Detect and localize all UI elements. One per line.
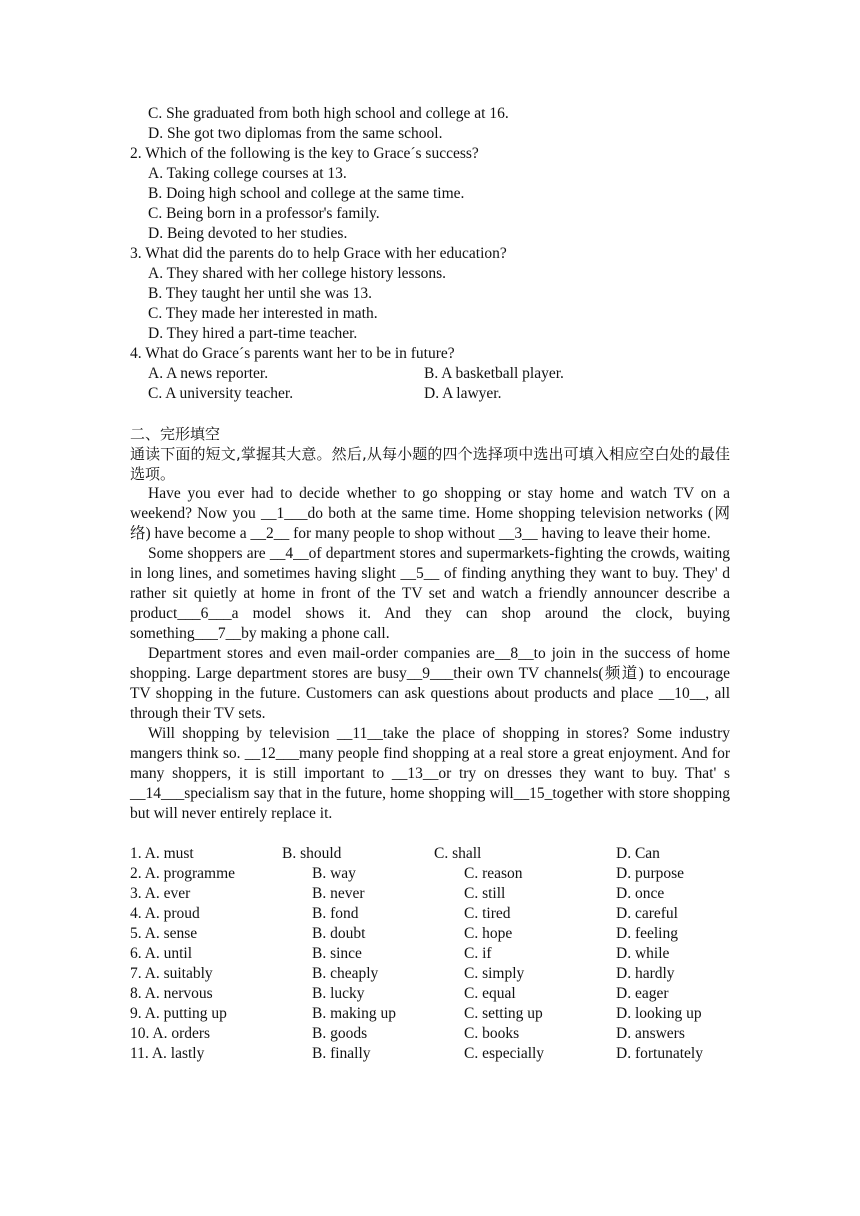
q2-option-a: A. Taking college courses at 13. [148, 165, 347, 182]
q4-question: 4. What do Grace´s parents want her to be in future? [130, 345, 455, 362]
cloze-option-c: C. simply [464, 965, 525, 982]
cloze-option-b: B. goods [312, 1025, 368, 1042]
q2-question: 2. Which of the following is the key to Grace´s success? [130, 145, 479, 162]
cloze-option-d: D. fortunately [616, 1045, 703, 1062]
q1-option-d: D. She got two diplomas from the same school. [148, 125, 443, 142]
q3-option-c: C. They made her interested in math. [148, 305, 378, 322]
cloze-option-b: B. should [282, 845, 342, 862]
cloze-option-c: C. tired [464, 905, 511, 922]
cloze-option-b: B. never [312, 885, 365, 902]
cloze-option-a: 11. A. lastly [130, 1045, 205, 1062]
cloze-option-d: D. careful [616, 905, 678, 922]
q3-option-d: D. They hired a part-time teacher. [148, 325, 358, 342]
cloze-option-a: 5. A. sense [130, 925, 198, 942]
cloze-option-row [130, 964, 730, 984]
cloze-option-b: B. finally [312, 1045, 371, 1062]
cloze-option-d: D. purpose [616, 865, 685, 882]
q4-option-d: D. A lawyer. [424, 385, 502, 402]
cloze-option-d: D. while [616, 945, 670, 962]
cloze-option-b: B. lucky [312, 985, 365, 1002]
q3-question: 3. What did the parents do to help Grace with her education? [130, 245, 507, 262]
cloze-option-a: 1. A. must [130, 845, 194, 862]
cloze-option-a: 9. A. putting up [130, 1005, 227, 1022]
cloze-options-table [130, 844, 730, 1064]
cloze-option-row [130, 944, 730, 964]
cloze-option-a: 10. A. orders [130, 1025, 211, 1042]
cloze-option-c: C. reason [464, 865, 523, 882]
cloze-option-b: B. fond [312, 905, 359, 922]
cloze-option-c: C. books [464, 1025, 520, 1042]
q4-options-row-1 [130, 364, 730, 384]
cloze-option-b: B. way [312, 865, 356, 882]
cloze-option-row [130, 1044, 730, 1064]
cloze-option-c: C. if [464, 945, 492, 962]
cloze-option-row [130, 984, 730, 1004]
passage-paragraph-4: Will shopping by television __11__take the place of shopping in stores? Some industry mangers think so. __12___many people find shopping at a real store a great enjoyment. And for many shoppers, it is still important to __13__or try on dresses they want to buy. That' s __14___specialism say that in the future, home shopping will__15_together with store shopping but will never entirely replace it. [130, 725, 730, 822]
cloze-option-d: D. answers [616, 1025, 685, 1042]
cloze-option-a: 4. A. proud [130, 905, 200, 922]
section-instruction: 通读下面的短文,掌握其大意。然后,从每小题的四个选择项中选出可填入相应空白处的最佳选项。 [130, 445, 730, 483]
cloze-option-d: D. looking up [616, 1005, 702, 1022]
document-page [130, 104, 730, 1064]
cloze-option-c: C. still [464, 885, 506, 902]
cloze-option-c: C. equal [464, 985, 516, 1002]
cloze-option-row [130, 1004, 730, 1024]
cloze-option-b: B. cheaply [312, 965, 379, 982]
q1-option-c: C. She graduated from both high school and college at 16. [148, 105, 509, 122]
cloze-option-b: B. since [312, 945, 362, 962]
cloze-option-c: C. shall [434, 845, 482, 862]
q3-option-b: B. They taught her until she was 13. [148, 285, 373, 302]
passage-paragraph-2: Some shoppers are __4__of department stores and supermarkets-fighting the crowds, waiting in long lines, and sometimes having slight __5__ of finding anything they want to buy. They' d rather sit quietly at home in front of the TV set and watch a friendly announcer describe a product___6___a model shows it. And they can shop around the clock, buying something___7__by making a phone call. [130, 545, 730, 642]
cloze-option-row [130, 884, 730, 904]
q4-option-a: A. A news reporter. [148, 365, 269, 382]
cloze-option-c: C. especially [464, 1045, 545, 1062]
cloze-option-a: 6. A. until [130, 945, 193, 962]
cloze-option-a: 7. A. suitably [130, 965, 213, 982]
cloze-option-a: 2. A. programme [130, 865, 236, 882]
cloze-option-d: D. hardly [616, 965, 675, 982]
cloze-option-a: 3. A. ever [130, 885, 191, 902]
cloze-option-row [130, 904, 730, 924]
passage-paragraph-1: Have you ever had to decide whether to go shopping or stay home and watch TV on a weekend? Now you __1___do both at the same time. Home shopping television networks (网络) have become a __2__ for many people to shop without __3__ having to leave their home. [130, 485, 730, 542]
cloze-option-c: C. hope [464, 925, 513, 942]
cloze-option-d: D. once [616, 885, 665, 902]
cloze-option-b: B. making up [312, 1005, 396, 1022]
passage-paragraph-3: Department stores and even mail-order companies are__8__to join in the success of home shopping. Large department stores are busy__9___their own TV channels(频道) to encourage TV shopping in the future. Customers can ask questions about products and place __10__, all through their TV sets. [130, 645, 730, 722]
q3-option-a: A. They shared with her college history lessons. [148, 265, 447, 282]
section-heading: 二、完形填空 [130, 425, 221, 443]
cloze-option-row [130, 924, 730, 944]
q4-option-b: B. A basketball player. [424, 365, 564, 382]
cloze-option-a: 8. A. nervous [130, 985, 213, 1002]
cloze-option-d: D. eager [616, 985, 669, 1002]
cloze-option-b: B. doubt [312, 925, 366, 942]
cloze-option-row [130, 1024, 730, 1044]
q2-option-c: C. Being born in a professor's family. [148, 205, 380, 222]
q4-option-c: C. A university teacher. [148, 385, 294, 402]
cloze-option-c: C. setting up [464, 1005, 543, 1022]
cloze-option-row [130, 844, 730, 864]
q2-option-d: D. Being devoted to her studies. [148, 225, 348, 242]
cloze-option-d: D. Can [616, 845, 660, 862]
cloze-option-d: D. feeling [616, 925, 678, 942]
cloze-option-row [130, 864, 730, 884]
q4-options-row-2 [130, 384, 730, 404]
q2-option-b: B. Doing high school and college at the same time. [148, 185, 465, 202]
